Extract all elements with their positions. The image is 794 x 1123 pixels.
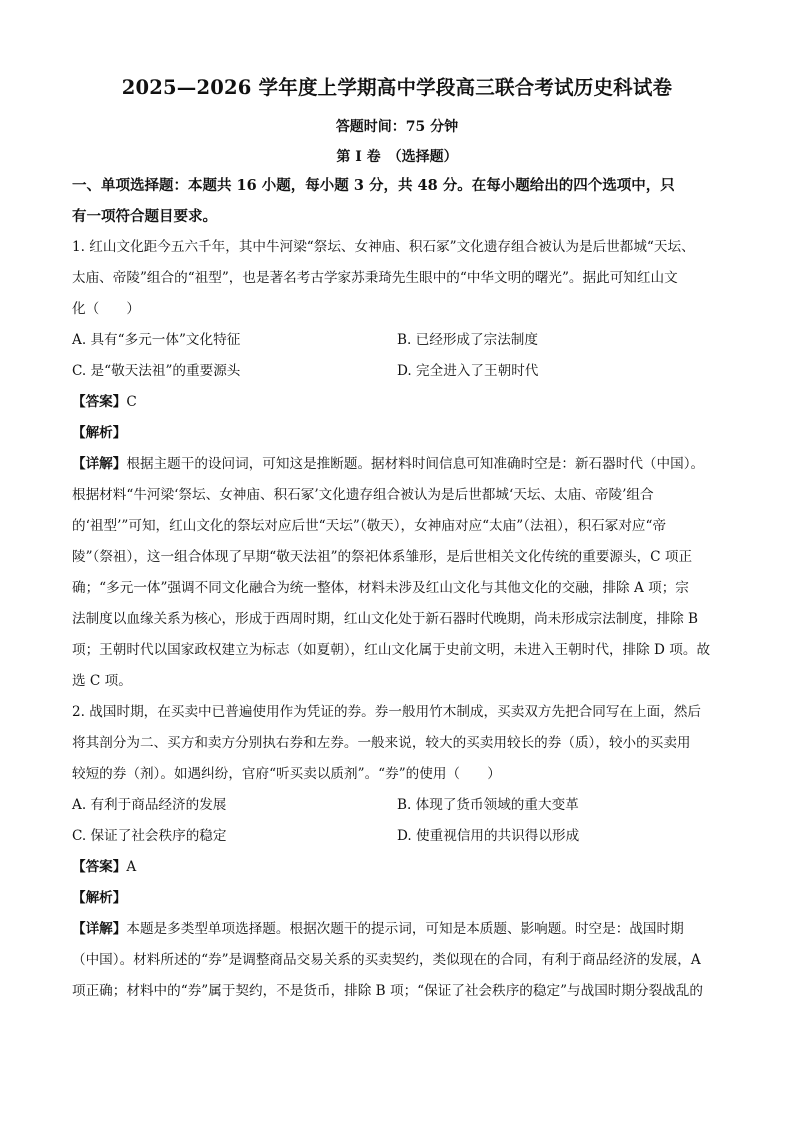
- detail-line: 根据材料“牛河梁‘祭坛、女神庙、积石冢’文化遗存组合被认为是后世都城‘天坛、太庙、帝陵’组合: [72, 487, 654, 503]
- section-line: 有一项符合题目要求。: [72, 208, 217, 225]
- question-stem: [72, 697, 722, 790]
- answer-value: A: [126, 859, 137, 875]
- option-b: B. 已经形成了宗法制度: [397, 332, 538, 348]
- options: [72, 325, 722, 387]
- option-d: D. 使重视信用的共识得以形成: [397, 828, 580, 844]
- option-a: A. 有利于商品经济的发展: [72, 797, 227, 813]
- detail-line: 【详解】根据主题干的设问词，可知这是推断题。据材料时间信息可知准确时空是：新石器时代（中国）。: [72, 456, 705, 472]
- answer-tag: 【答案】: [72, 859, 127, 875]
- analysis-tag: 【解析】: [72, 890, 127, 906]
- detail-line: 的‘祖型’”可知，红山文化的祭坛对应后世“天坛”（敬天），女神庙对应“太庙”（法祖），积石冢对应“帝: [72, 518, 667, 534]
- analysis-tag: 【解析】: [72, 425, 127, 441]
- section-instructions: [72, 170, 722, 232]
- detail-line: 确；“多元一体”强调不同文化融合为统一整体，材料未涉及红山文化与其他文化的交融，排除 A 项；宗: [72, 580, 689, 596]
- volume-heading: 第 I 卷 （选择题）: [336, 149, 458, 165]
- option-c: C. 是“敬天法祖”的重要源头: [72, 363, 241, 379]
- stem-line: 太庙、帝陵”组合的“祖型”，也是著名考古学家苏秉琦先生眼中的“中华文明的曙光”。据此可知红山文: [72, 270, 678, 286]
- answer: [72, 852, 722, 883]
- detail-line: 选 C 项。: [72, 673, 132, 689]
- answer-value: C: [126, 394, 137, 410]
- question-1: [72, 232, 722, 697]
- exam-title: 2025—2026 学年度上学期高中学段高三联合考试历史科试卷: [121, 76, 673, 99]
- question-stem: [72, 232, 722, 325]
- detail-line: 项；王朝时代以国家政权建立为标志（如夏朝），红山文化属于史前文明，未进入王朝时代，排除 D 项。故: [72, 642, 711, 658]
- detail-tag: 【详解】: [72, 921, 127, 937]
- option-d: D. 完全进入了王朝时代: [397, 363, 539, 379]
- detail-tag: 【详解】: [72, 456, 127, 472]
- detail-line: （中国）。材料所述的“券”是调整商品交易关系的买卖契约，类似现在的合同，有利于商品经济的发展，A: [72, 952, 701, 968]
- detail-line: 【详解】本题是多类型单项选择题。根据次题干的提示词，可知是本质题、影响题。时空是：战国时期: [72, 921, 684, 937]
- section-line: 一、单项选择题：本题共 16 小题，每小题 3 分，共 48 分。在每小题给出的四个选项中，只: [72, 177, 675, 194]
- detail-line: 法制度以血缘关系为核心，形成于西周时期，红山文化处于新石器时代晚期，尚未形成宗法制度，排除 B: [72, 611, 699, 627]
- option-a: A. 具有“多元一体”文化特征: [72, 332, 241, 348]
- stem-line: 2. 战国时期，在买卖中已普遍使用作为凭证的券。券一般用竹木制成，买卖双方先把合同写在上面，然后: [72, 704, 702, 720]
- detail-line: 陵”（祭祖），这一组合体现了早期“敬天法祖”的祭祀体系雏形，是后世相关文化传统的重要源头，C 项正: [72, 549, 693, 565]
- option-b: B. 体现了货币领域的重大变革: [397, 797, 579, 813]
- stem-line: 较短的券（剂）。如遇纠纷，官府“听买卖以质剂”。“券”的使用（ ）: [72, 766, 501, 782]
- detail: [72, 449, 722, 697]
- exam-time: 答题时间：75 分钟: [335, 119, 459, 135]
- question-2: [72, 697, 722, 1007]
- stem-line: 化（ ）: [72, 301, 140, 317]
- exam-page: [72, 66, 722, 1007]
- detail: [72, 914, 722, 1007]
- stem-line: 将其剖分为二、买方和卖方分别执右券和左券。一般来说，较大的买卖用较长的券（质），较小的买卖用: [72, 735, 691, 751]
- option-c: C. 保证了社会秩序的稳定: [72, 828, 227, 844]
- detail-line: 项正确；材料中的“券”属于契约，不是货币，排除 B 项；“保证了社会秩序的稳定”与战国时期分裂战乱的: [72, 983, 703, 999]
- answer-tag: 【答案】: [72, 394, 127, 410]
- stem-line: 1. 红山文化距今五六千年，其中牛河梁“祭坛、女神庙、积石冢”文化遗存组合被认为是后世都城“天坛、: [72, 239, 695, 255]
- answer: [72, 387, 722, 418]
- options: [72, 790, 722, 852]
